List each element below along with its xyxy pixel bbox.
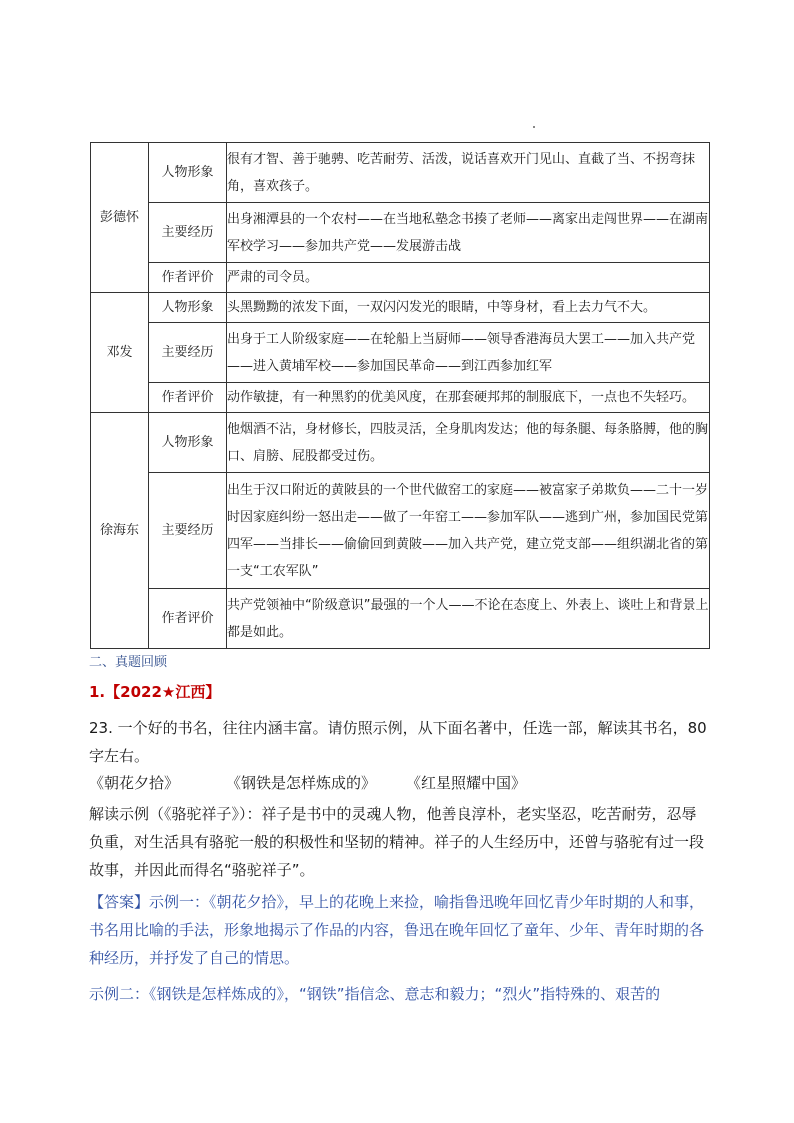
- attribute-label: 主要经历: [149, 203, 227, 263]
- book-title: 《朝花夕拾》: [89, 774, 180, 792]
- character-table: [90, 142, 710, 649]
- attribute-content: 很有才智、善于驰骋、吃苦耐劳、活泼，说话喜欢开门见山、直截了当、不拐弯抹角，喜欢孩子。: [227, 143, 710, 203]
- table-row: [91, 263, 710, 293]
- table-row: [91, 589, 710, 649]
- answer-tag: 【答案】: [89, 893, 150, 911]
- table-row: [91, 473, 710, 589]
- attribute-content: 出身于工人阶级家庭——在轮船上当厨师——领导香港海员大罢工——加入共产党——进入黄埔军校——参加国民革命——到江西参加红军: [227, 323, 710, 383]
- table-row: [91, 413, 710, 473]
- answer-block: [89, 888, 709, 972]
- question-source: 1.【2022★江西】: [89, 683, 221, 701]
- book-title: 《红星照耀中国》: [406, 774, 527, 792]
- attribute-label: 主要经历: [149, 323, 227, 383]
- attribute-content: 动作敏捷，有一种黑豹的优美风度，在那套硬邦邦的制服底下，一点也不失轻巧。: [227, 383, 710, 413]
- attribute-label: 人物形象: [149, 293, 227, 323]
- attribute-label: 人物形象: [149, 143, 227, 203]
- header-mark: [533, 126, 535, 128]
- person-name: 徐海东: [91, 413, 149, 649]
- person-name: 邓发: [91, 293, 149, 413]
- attribute-content: 出生于汉口附近的黄陂县的一个世代做窑工的家庭——被富家子弟欺负——二十一岁时因家庭纠纷一怒出走——做了一年窑工——参加军队——逃到广州，参加国民党第四军——当排长——偷偷回到黄陂——加入共产党，建立党支部——组织湖北省的第一支“工农军队”: [227, 473, 710, 589]
- book-title: 《钢铁是怎样炼成的》: [226, 774, 377, 792]
- table-row: [91, 383, 710, 413]
- attribute-label: 主要经历: [149, 473, 227, 589]
- person-name: 彭德怀: [91, 143, 149, 293]
- question-prompt: 23. 一个好的书名，往往内涵丰富。请仿照示例，从下面名著中，任选一部，解读其书名，80字左右。: [89, 719, 707, 765]
- book-list: [89, 772, 526, 793]
- attribute-content: 共产党领袖中“阶级意识”最强的一个人——不论在态度上、外表上、谈吐上和背景上都是如此。: [227, 589, 710, 649]
- table-row: [91, 203, 710, 263]
- attribute-label: 作者评价: [149, 383, 227, 413]
- attribute-label: 作者评价: [149, 263, 227, 293]
- answer-example-2: 示例二：《钢铁是怎样炼成的》，“钢铁”指信念、意志和毅力；“烈火”指特殊的、艰苦的: [89, 985, 661, 1003]
- answer-example-1: 示例一：《朝花夕拾》，早上的花晚上来捡，喻指鲁迅晚年回忆青少年时期的人和事，书名用比喻的手法，形象地揭示了作品的内容，鲁迅在晚年回忆了童年、少年、青年时期的各种经历，并抒发了自己的情思。: [89, 893, 705, 967]
- attribute-label: 作者评价: [149, 589, 227, 649]
- table-row: [91, 293, 710, 323]
- table-row: [91, 323, 710, 383]
- table-row: [91, 143, 710, 203]
- section-title: 二、真题回顾: [89, 655, 168, 670]
- example-text: 解读示例（《骆驼祥子》）：祥子是书中的灵魂人物，他善良淳朴，老实坚忍，吃苦耐劳，忍辱负重，对生活具有骆驼一般的积极性和坚韧的精神。祥子的人生经历中，还曾与骆驼有过一段故事，并因此而得名“骆驼祥子”。: [89, 805, 705, 879]
- attribute-content: 头黑黝黝的浓发下面，一双闪闪发光的眼睛，中等身材，看上去力气不大。: [227, 293, 710, 323]
- attribute-label: 人物形象: [149, 413, 227, 473]
- attribute-content: 他烟酒不沾，身材修长，四肢灵活，全身肌肉发达；他的每条腿、每条胳膊，他的胸口、肩膀、屁股都受过伤。: [227, 413, 710, 473]
- attribute-content: 严肃的司令员。: [227, 263, 710, 293]
- attribute-content: 出身湘潭县的一个农村——在当地私塾念书揍了老师——离家出走闯世界——在湖南军校学习——参加共产党——发展游击战: [227, 203, 710, 263]
